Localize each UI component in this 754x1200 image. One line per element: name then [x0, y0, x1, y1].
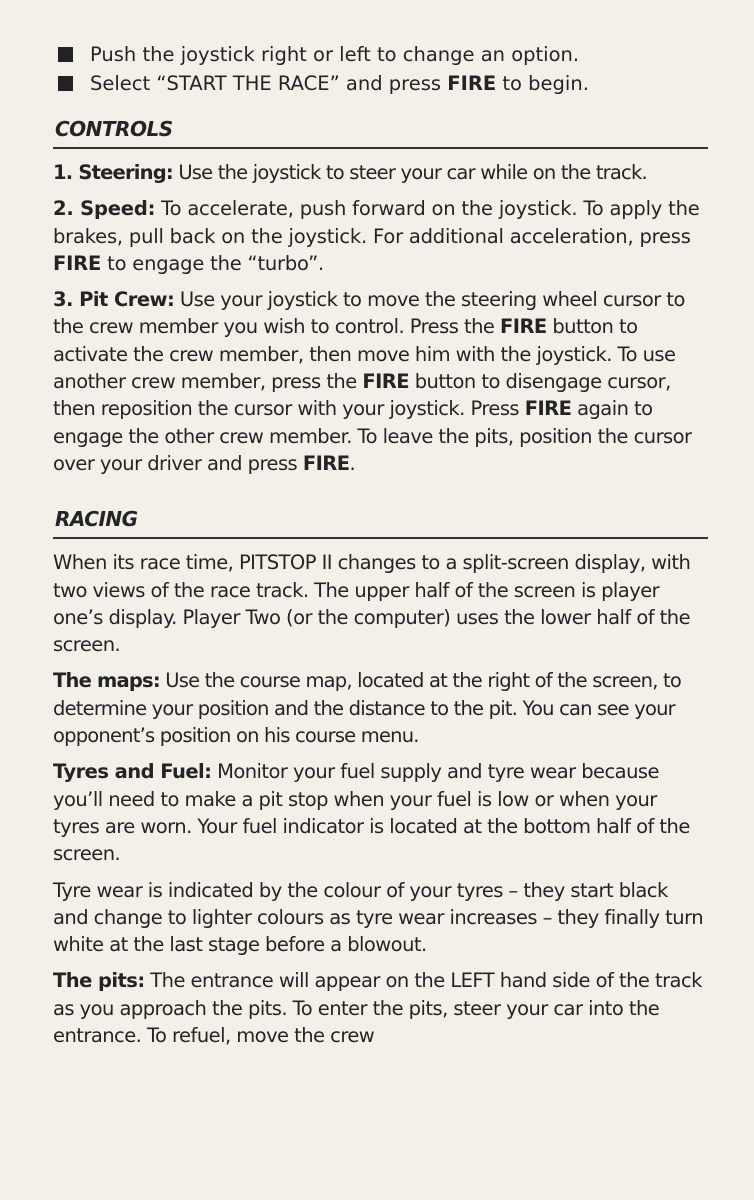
pit-crew-text: Use your joystick to move the steering wheel cursor to the crew member you wish to control. Press the — [53, 288, 685, 339]
maps-paragraph — [53, 667, 708, 749]
tyres-fuel-label: Tyres and Fuel: — [53, 760, 212, 784]
instruction-bullet-list — [53, 40, 708, 98]
pits-label: The pits: — [53, 969, 145, 993]
speed-label: 2. Speed: — [53, 197, 156, 221]
fire-keyword: FIRE — [302, 451, 350, 475]
bullet-text: to begin. — [496, 72, 589, 95]
tyres-fuel-paragraph — [53, 758, 708, 867]
speed-text: To accelerate, push forward on the joystick. To apply the brakes, pull back on the joystick. For additional acceleration, press — [53, 197, 700, 248]
maps-text: Use the course map, located at the right of the screen, to determine your position and the distance to the pit. You can see your opponent’s position on his course menu. — [53, 669, 682, 748]
list-item — [53, 69, 708, 98]
square-bullet-icon — [58, 76, 73, 91]
controls-heading: CONTROLS — [53, 117, 708, 149]
pits-paragraph — [53, 967, 708, 1049]
pit-crew-paragraph — [53, 286, 708, 477]
list-item — [53, 40, 708, 69]
steering-paragraph — [53, 159, 708, 186]
bullet-text: Push the joystick right or left to change an option. — [90, 43, 580, 66]
steering-label: 1. Steering: — [53, 161, 173, 184]
pit-crew-label: 3. Pit Crew: — [53, 288, 175, 312]
racing-intro-paragraph: When its race time, PITSTOP II changes to a split-screen display, with two views of the race track. The upper half of the screen is player one’s display. Player Two (or the computer) uses the lower half of the screen. — [53, 551, 691, 657]
pit-crew-text: button to activate the crew member, then move him with the joystick. To use another crew member, press the — [53, 315, 676, 394]
bullet-text: Select “START THE RACE” and press — [90, 72, 448, 95]
fire-keyword: FIRE — [362, 370, 410, 394]
racing-heading: RACING — [53, 507, 708, 539]
pit-crew-text: again to engage the other crew member. To leave the pits, position the cursor over your driver and press — [53, 397, 692, 475]
tyres-fuel-text: Monitor your fuel supply and tyre wear because you’ll need to make a pit stop when your fuel is low or when your tyres are worn. Your fuel indicator is located at the bottom half of the screen. — [53, 760, 690, 866]
square-bullet-icon — [58, 47, 73, 62]
speed-text: to engage the “turbo”. — [101, 251, 324, 275]
tyre-wear-paragraph: Tyre wear is indicated by the colour of your tyres – they start black and change to lighter colours as tyre wear increases – they finally turn white at the last stage before a blowout. — [53, 878, 704, 957]
manual-page — [53, 40, 708, 1049]
steering-text: Use the joystick to steer your car while on the track. — [172, 161, 647, 184]
fire-keyword: FIRE — [447, 72, 497, 95]
speed-paragraph — [53, 195, 708, 277]
pit-crew-text: button to disengage cursor, then reposition the cursor with your joystick. Press — [53, 370, 671, 421]
fire-keyword: FIRE — [53, 251, 102, 275]
pit-crew-text: . — [349, 451, 356, 475]
maps-label: The maps: — [53, 669, 160, 693]
pits-text: The entrance will appear on the LEFT hand side of the track as you approach the pits. To enter the pits, steer your car into the entrance. To refuel, move the crew — [53, 969, 702, 1048]
fire-keyword: FIRE — [499, 315, 547, 339]
fire-keyword: FIRE — [524, 397, 572, 421]
